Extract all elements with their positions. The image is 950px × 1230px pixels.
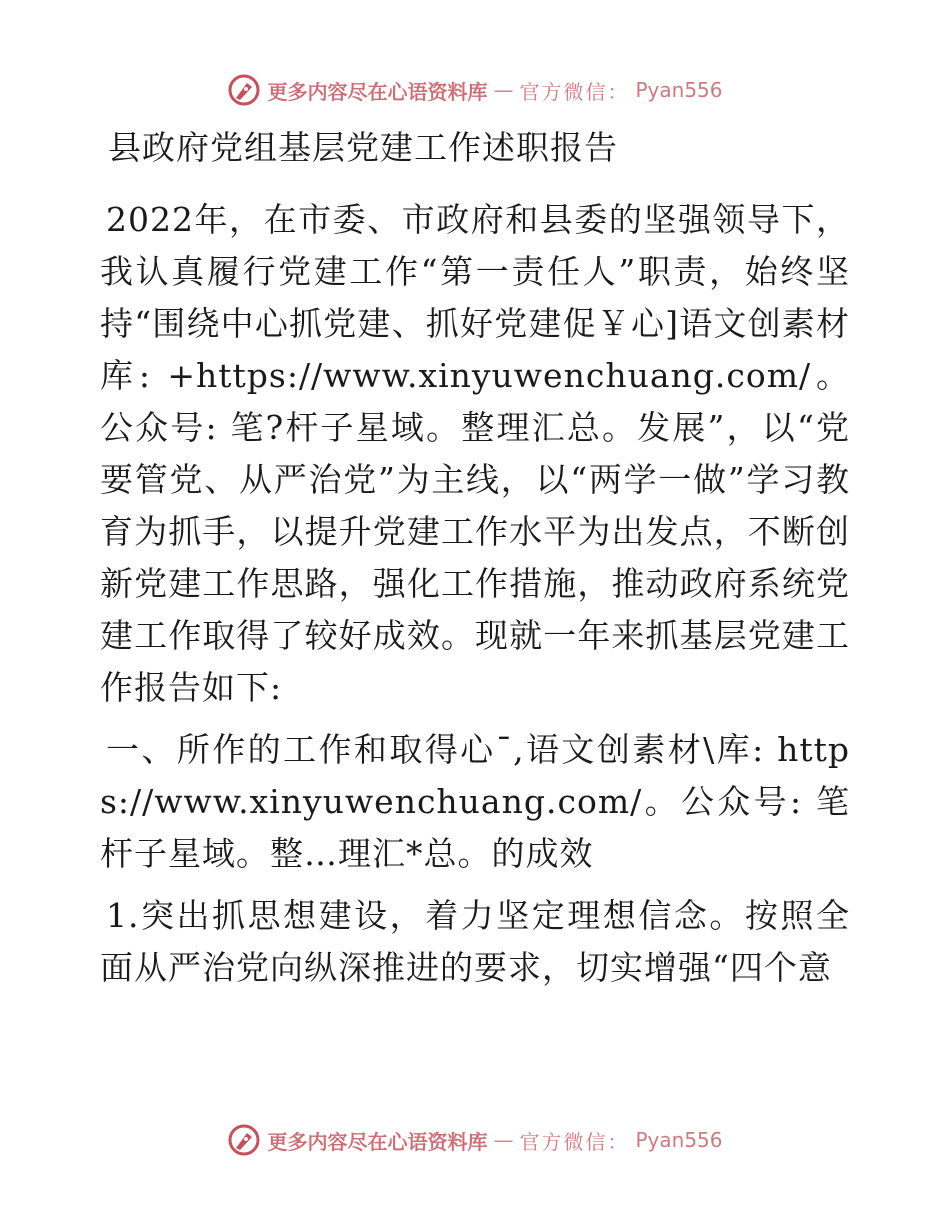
banner-wechat-id: Pyan556 <box>635 78 723 102</box>
paragraph-intro <box>100 194 850 714</box>
banner-dash: — <box>493 1128 514 1152</box>
banner-official-label: 官方微信： <box>519 1129 630 1154</box>
paragraph-point-one <box>100 890 850 994</box>
banner-dash: — <box>493 78 514 102</box>
banner-wechat-id: Pyan556 <box>635 1128 723 1152</box>
banner-official-label: 官方微信： <box>519 79 630 104</box>
banner-promo-text: 更多内容尽在心语资料库 <box>267 1129 488 1154</box>
paragraph-intro-text: 2022年，在市委、市政府和县委的坚强领导下，我认真履行党建工作“第一责任人”职责，始终坚持“围绕中心抓党建、抓好党建促￥心]语文创素材库: +https://www.xinyuwenchuang.com/。公众号: 笔?杆子星域。整理汇总。发展”，以“党要管党、从严治党”为主线，以“两学一做”学习教育为抓手，以提升党建工作水平为出发点，不断创新党建工作思路，强化工作措施，推动政府系统党建工作取得了较好成效。现就一年来抓基层党建工作报告如下: <box>100 200 850 707</box>
header-watermark-banner <box>0 70 950 110</box>
paragraph-section-one-text: 一、所作的工作和取得心¯,语文创素材\库: https://www.xinyuwenchuang.com/。公众号: 笔杆子星域。整…理汇*总。的成效 <box>100 730 850 873</box>
paragraph-point-one-text: 1.突出抓思想建设，着力坚定理想信念。按照全面从严治党向纵深推进的要求，切实增强“四个意 <box>100 896 850 987</box>
footer-watermark-banner <box>0 1120 950 1160</box>
paragraph-section-one-heading <box>100 724 850 880</box>
banner-promo-text: 更多内容尽在心语资料库 <box>267 79 488 104</box>
document-title: 县政府党组基层党建工作述职报告 <box>108 128 618 167</box>
pen-nib-logo-icon <box>227 73 261 107</box>
document-body <box>100 124 850 1004</box>
pen-nib-logo-icon <box>227 1123 261 1157</box>
